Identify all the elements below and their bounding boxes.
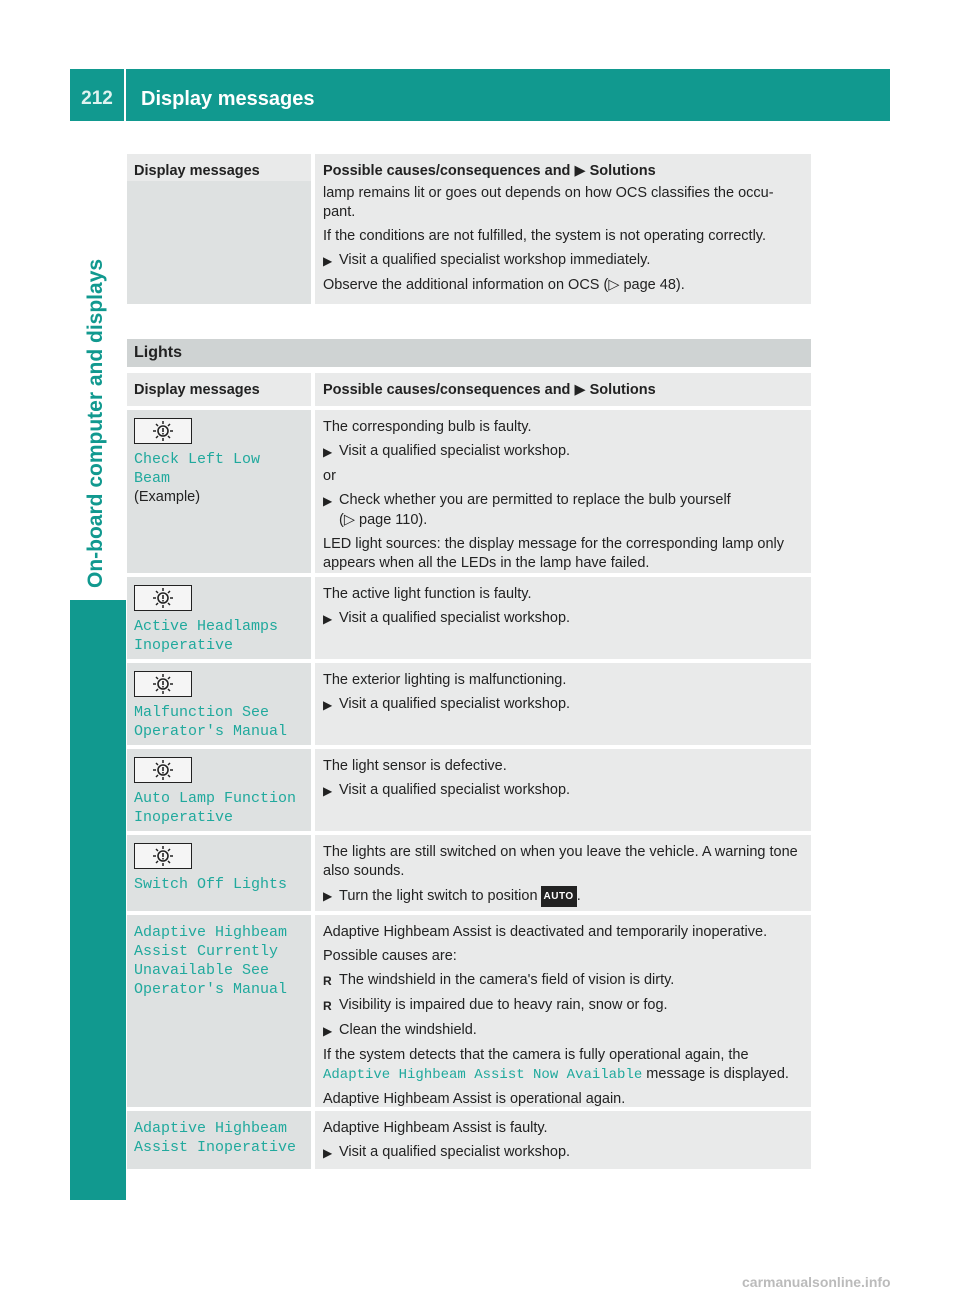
action-arrow-icon: ▶ <box>323 494 333 508</box>
cause-text: The exterior lighting is malfunctioning. <box>323 672 567 688</box>
bullet-icon: R <box>323 999 332 1013</box>
table-row <box>127 181 811 304</box>
watermark: carmanualsonline.info <box>742 1274 891 1290</box>
action-text: Visit a qualified specialist workshop. <box>339 782 571 798</box>
col-header-solutions-text: Solutions <box>589 382 656 398</box>
action-item <box>323 781 803 801</box>
action-item <box>323 1021 803 1041</box>
display-message: Inoperative <box>134 637 234 654</box>
col-header-solutions-text: Solutions <box>589 163 656 179</box>
action-item <box>323 695 803 715</box>
causes-cell <box>315 1111 811 1169</box>
action-item <box>323 442 803 462</box>
message-cell <box>127 577 311 659</box>
table-row <box>127 663 811 745</box>
action-arrow-icon: ▶ <box>323 784 333 798</box>
causes-cell <box>315 410 811 573</box>
message-cell <box>127 835 311 911</box>
cause-text: LED light sources: the display message for the corresponding lamp only appears when all the LEDs in the lamp have failed. <box>323 536 785 571</box>
example-label: (Example) <box>134 489 201 505</box>
display-message: Check Left Low Beam <box>134 451 261 487</box>
display-message: Operator's Manual <box>134 723 288 740</box>
col-header-causes-text: Possible causes/consequences and <box>323 163 571 179</box>
display-message: Switch Off Lights <box>134 876 288 893</box>
cause-text: The light sensor is defective. <box>323 758 507 774</box>
display-message: Inoperative <box>134 809 234 826</box>
action-item <box>323 491 803 511</box>
message-cell <box>127 410 311 573</box>
action-arrow-icon: ▶ <box>323 1146 333 1160</box>
causes-cell <box>315 663 811 745</box>
page-ref: (▷ page 110). <box>339 512 428 528</box>
display-message: Malfunction See <box>134 704 270 721</box>
side-tab-label <box>84 258 124 628</box>
action-item <box>323 251 803 271</box>
col-header-causes-text: Possible causes/consequences and <box>323 382 571 398</box>
table-top <box>127 154 811 304</box>
cause-text: Adaptive Highbeam Assist is faulty. <box>323 1120 548 1136</box>
inline-display-message: Adaptive Highbeam Assist Now Available <box>323 1067 643 1083</box>
cause-text: Adaptive Highbeam Assist is operational again. <box>323 1091 626 1107</box>
action-text: Visit a qualified specialist workshop. <box>339 443 571 459</box>
bulb-warning-icon <box>134 671 192 697</box>
display-message: Unavailable See <box>134 962 270 979</box>
message-cell <box>127 663 311 745</box>
causes-cell <box>315 181 811 304</box>
cause-text: If the conditions are not fulfilled, the system is not operating correctly. <box>323 228 767 244</box>
cause-text: The windshield in the camera's field of vision is dirty. <box>339 972 675 988</box>
causes-cell <box>315 577 811 659</box>
display-message: Assist Inoperative <box>134 1139 297 1156</box>
action-text: Visit a qualified specialist workshop immediately. <box>339 252 651 268</box>
page-header <box>70 69 890 121</box>
cause-text: Adaptive Highbeam Assist is deactivated and temporarily inoperative. <box>323 924 768 940</box>
cause-text: If the system detects that the camera is fully operational again, the <box>323 1047 749 1063</box>
table-row <box>127 835 811 911</box>
action-text: Clean the windshield. <box>339 1022 477 1038</box>
cause-item <box>323 996 803 1016</box>
action-item <box>323 609 803 629</box>
cause-item <box>323 971 803 991</box>
bullet-icon: R <box>323 974 332 988</box>
cause-text: Visibility is impaired due to heavy rain, snow or fog. <box>339 997 668 1013</box>
causes-cell <box>315 749 811 831</box>
action-item: ▶ Turn the light switch to position AUTO . <box>323 886 803 907</box>
section-title: Lights <box>127 339 811 367</box>
display-message: Auto Lamp Function <box>134 790 297 807</box>
page-number: 212 <box>70 69 126 121</box>
col-header-messages: Display messages <box>127 154 311 187</box>
cause-text: lamp remains lit or goes out depends on how OCS classifies the occu-pant. <box>323 185 774 220</box>
solution-arrow-icon: ▶ <box>574 382 586 398</box>
col-header-messages: Display messages <box>127 373 311 406</box>
action-item <box>323 1143 803 1163</box>
cause-text: Possible causes are: <box>323 948 457 964</box>
or-text: or <box>323 468 336 484</box>
table-row <box>127 577 811 659</box>
action-arrow-icon: ▶ <box>323 254 333 268</box>
table-row <box>127 915 811 1107</box>
message-cell <box>127 181 311 304</box>
message-cell <box>127 1111 311 1169</box>
cause-text: The lights are still switched on when you leave the vehicle. A warning tone also sounds. <box>323 844 798 879</box>
action-arrow-icon: ▶ <box>323 889 333 903</box>
table-row <box>127 1111 811 1169</box>
action-text: Visit a qualified specialist workshop. <box>339 1144 571 1160</box>
action-arrow-icon: ▶ <box>323 445 333 459</box>
solution-arrow-icon: ▶ <box>574 163 586 179</box>
message-cell <box>127 915 311 1107</box>
display-message: Active Headlamps <box>134 618 279 635</box>
table-lights <box>127 373 811 1169</box>
causes-cell <box>315 835 811 911</box>
note-text: Observe the additional information on OCS (▷ page 48). <box>323 277 685 293</box>
action-text: Visit a qualified specialist workshop. <box>339 610 571 626</box>
display-message: Adaptive Highbeam <box>134 924 288 941</box>
table-header-row <box>127 373 811 406</box>
causes-cell <box>315 915 811 1107</box>
action-text: Check whether you are permitted to replace the bulb yourself <box>339 492 731 508</box>
side-tab-block <box>70 600 126 1200</box>
col-header-causes <box>315 373 811 406</box>
bulb-warning-icon <box>134 843 192 869</box>
table-row <box>127 749 811 831</box>
display-message: Operator's Manual <box>134 981 288 998</box>
action-arrow-icon: ▶ <box>323 612 333 626</box>
cause-text: The corresponding bulb is faulty. <box>323 419 532 435</box>
cause-text: message is displayed. <box>646 1066 789 1082</box>
action-text: Turn the light switch to position <box>339 888 538 904</box>
auto-switch-icon: AUTO <box>541 886 577 907</box>
table-row <box>127 410 811 573</box>
page-title: Display messages <box>141 87 315 110</box>
action-arrow-icon: ▶ <box>323 1024 333 1038</box>
cause-text-line <box>323 1065 803 1085</box>
action-arrow-icon: ▶ <box>323 698 333 712</box>
message-cell <box>127 749 311 831</box>
display-message: Adaptive Highbeam <box>134 1120 288 1137</box>
bulb-warning-icon <box>134 757 192 783</box>
bulb-warning-icon <box>134 585 192 611</box>
display-message: Assist Currently <box>134 943 279 960</box>
side-tab-text: On-board computer and displays <box>84 258 107 588</box>
bulb-warning-icon <box>134 418 192 444</box>
cause-text: The active light function is faulty. <box>323 586 532 602</box>
action-text: Visit a qualified specialist workshop. <box>339 696 571 712</box>
